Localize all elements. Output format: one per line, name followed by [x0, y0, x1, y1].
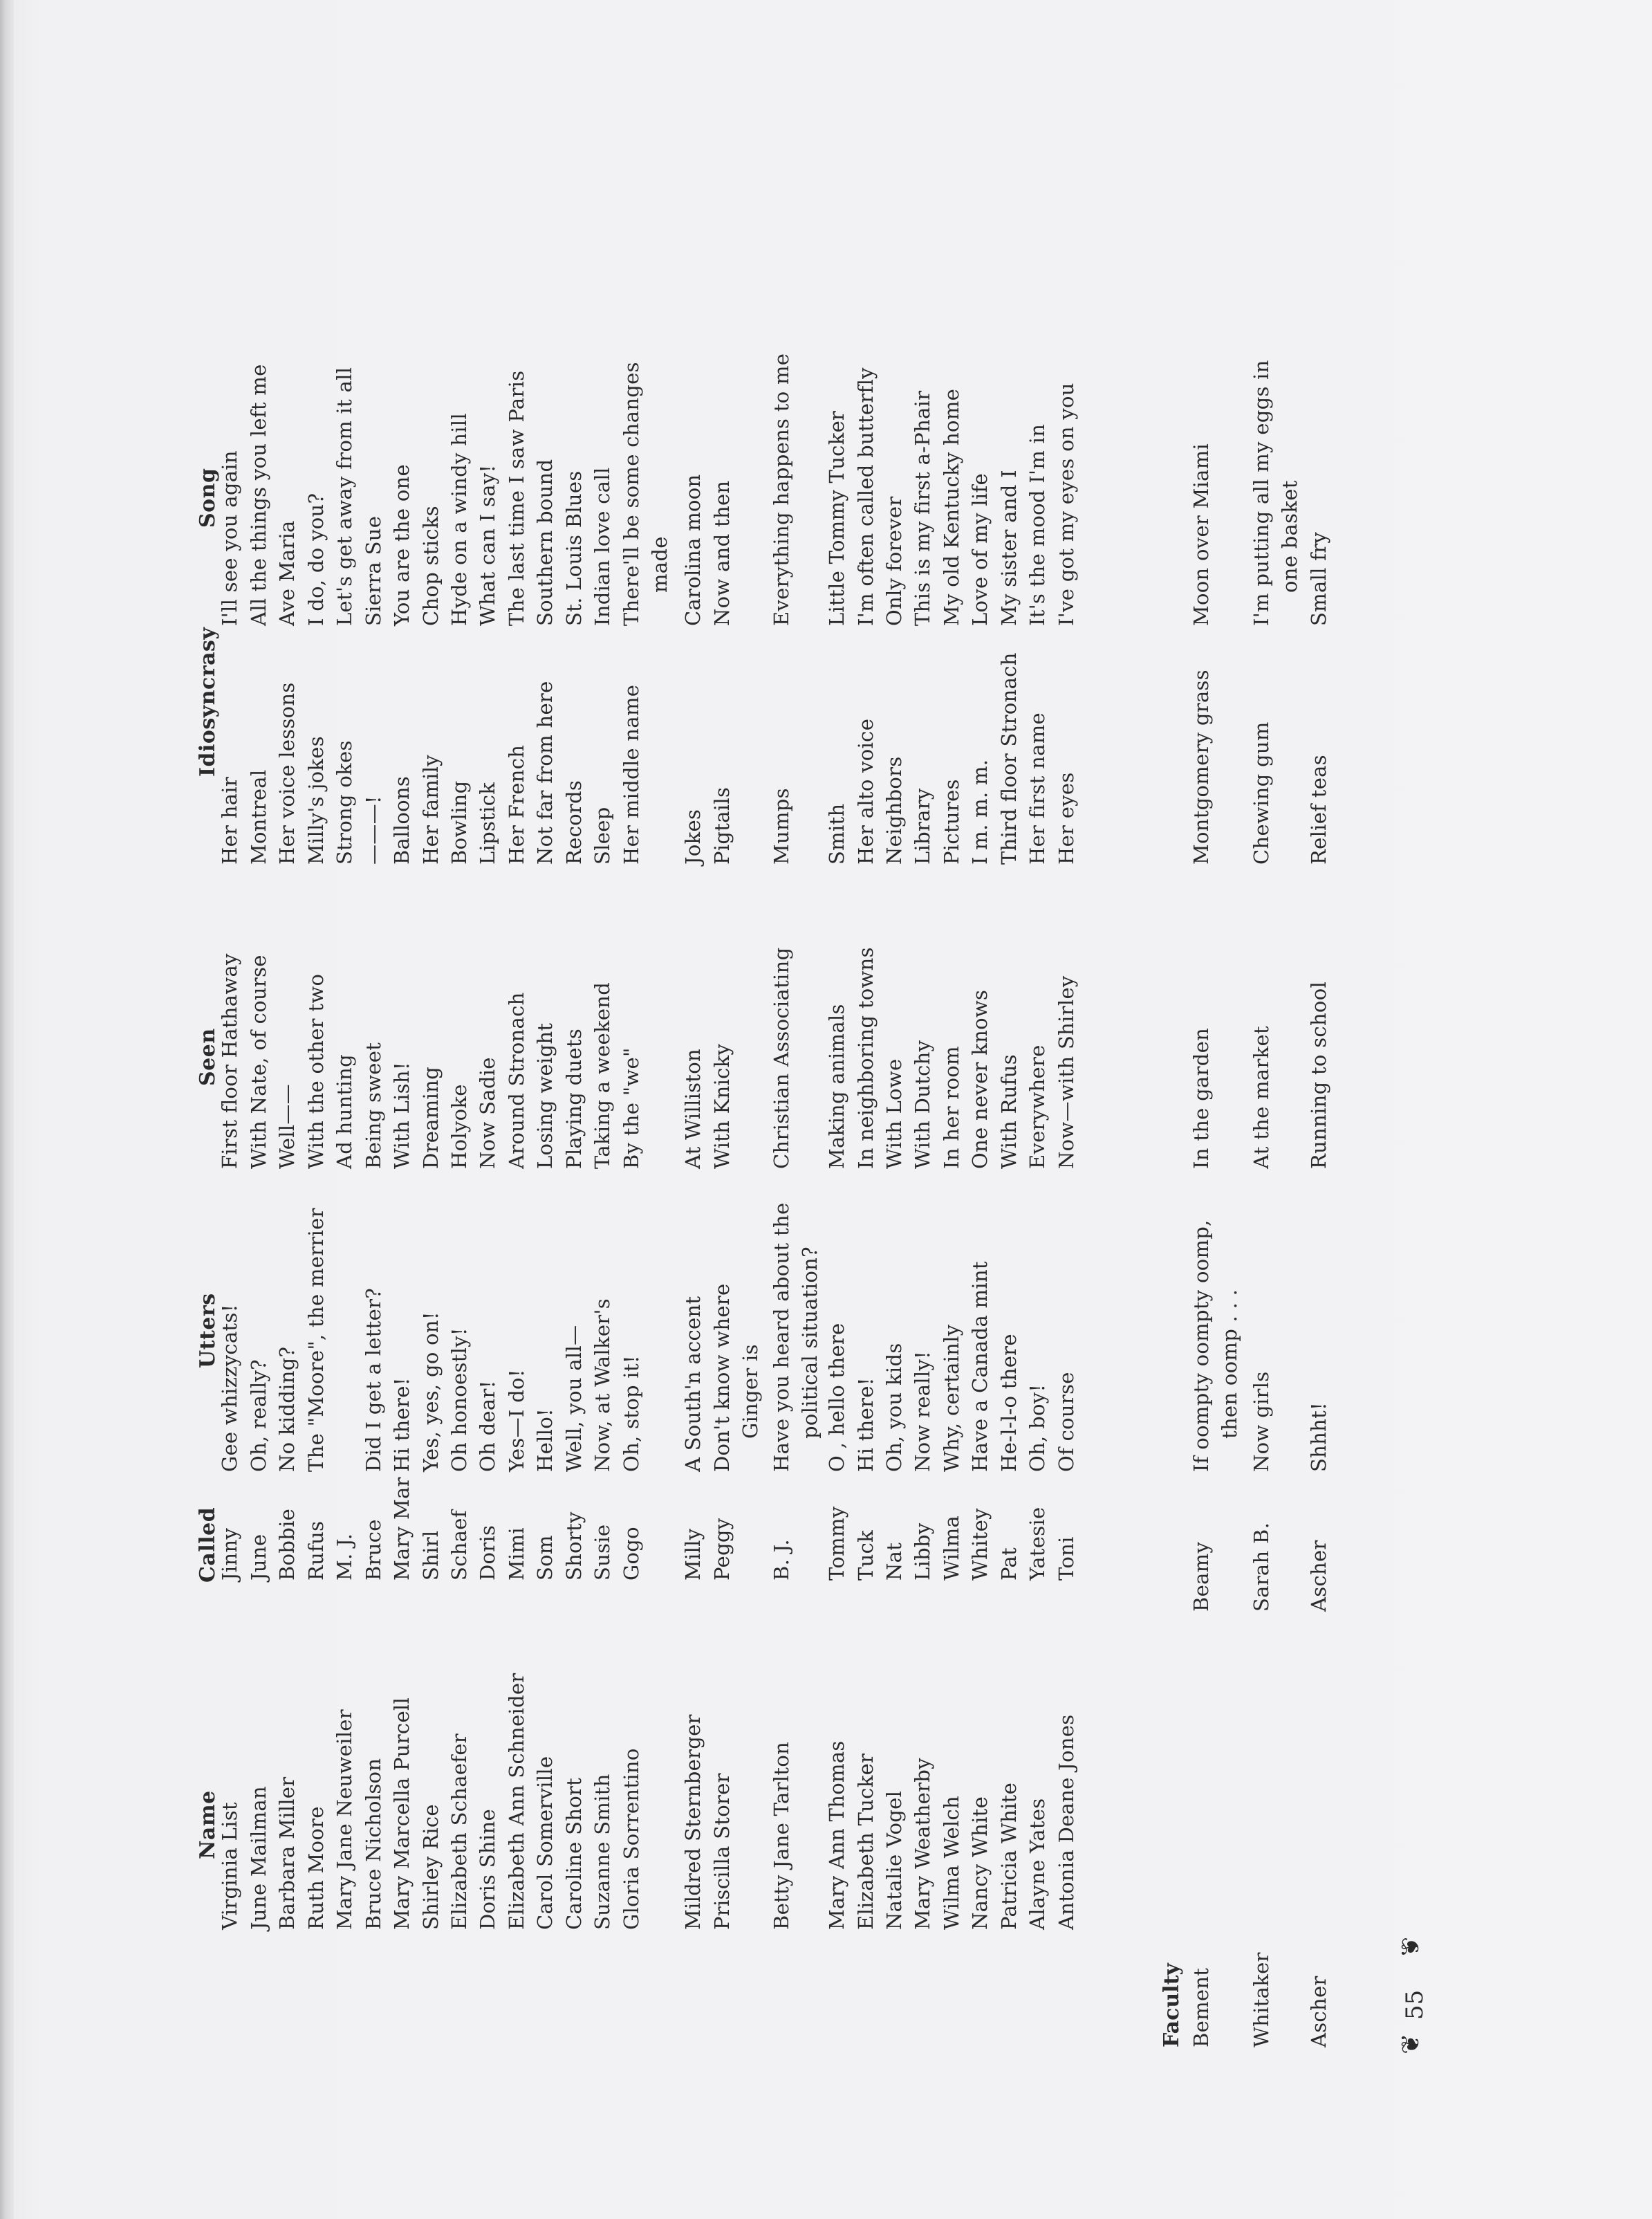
cell-idiosyncrasy: Her first name — [1025, 712, 1049, 865]
cell-idiosyncrasy: Strong okes — [333, 740, 356, 865]
cell-called: Wilma — [940, 1515, 963, 1581]
cell-name: Elizabeth Schaefer — [447, 1733, 471, 1930]
cell-song: Love of my life — [968, 473, 992, 626]
cell-song: I've got my eyes on you — [1055, 383, 1078, 626]
cell-idiosyncrasy: Neighbors — [882, 756, 906, 865]
cell-utters: Why, certainly — [940, 1324, 963, 1472]
faculty-name: Ascher — [1307, 1976, 1330, 2047]
cell-utters: Oh dear! — [476, 1380, 499, 1472]
faculty-seen: At the market — [1250, 1026, 1273, 1169]
cell-song: What can I say! — [476, 464, 499, 626]
cell-name: Carol Somerville — [533, 1756, 557, 1930]
cell-idiosyncrasy: Balloons — [390, 775, 414, 865]
cell-utters: Yes—I do! — [505, 1369, 528, 1472]
cell-song: This is my first a-Phair — [911, 390, 934, 626]
cell-song: I'm often called butterfly — [854, 367, 878, 626]
cell-called: Mary Mar — [390, 1477, 414, 1581]
cell-utters: Don't know where — [710, 1283, 734, 1472]
cell-seen: In her room — [940, 1046, 963, 1169]
cell-song-cont: made — [648, 536, 671, 593]
cell-idiosyncrasy: Her middle name — [620, 684, 643, 865]
cell-idiosyncrasy: Her voice lessons — [275, 682, 299, 865]
cell-seen: Losing weight — [533, 1022, 557, 1169]
cell-name: June Mailman — [247, 1786, 270, 1930]
header-name: Name — [196, 1790, 220, 1859]
cell-song: My old Kentucky home — [940, 388, 963, 626]
cell-name: Shirley Rice — [419, 1804, 443, 1930]
cell-utters: Oh honoestly! — [447, 1327, 471, 1472]
cell-utters: He-l-l-o there — [997, 1334, 1021, 1472]
cell-called: Tommy — [825, 1506, 848, 1581]
faculty-seen: Running to school — [1307, 981, 1330, 1169]
cell-utters: Hello! — [533, 1408, 557, 1472]
faculty-song: Moon over Miami — [1189, 443, 1213, 626]
faculty-idiosyncrasy: Relief teas — [1307, 755, 1330, 865]
cell-song: St. Louis Blues — [562, 470, 586, 626]
cell-seen: Well—— — [275, 1084, 299, 1169]
cell-called: Mimi — [505, 1527, 528, 1581]
cell-utters: Of course — [1055, 1372, 1078, 1472]
cell-name: Patricia White — [997, 1782, 1021, 1930]
cell-called: Peggy — [710, 1518, 734, 1581]
cell-called: B. J. — [770, 1539, 793, 1581]
cell-name: Doris Shine — [476, 1809, 499, 1930]
cell-idiosyncrasy: Pigtails — [710, 786, 734, 865]
cell-song: The last time I saw Paris — [505, 370, 528, 626]
cell-called: Shorty — [562, 1511, 586, 1581]
cell-utters: Yes, yes, go on! — [419, 1311, 443, 1472]
cell-song: Hyde on a windy hill — [447, 413, 471, 626]
cell-idiosyncrasy: ———! — [362, 795, 385, 865]
cell-seen: Taking a weekend — [591, 982, 614, 1169]
ornament-right-icon: ❦ — [1397, 1936, 1425, 1958]
faculty-utters: Now girls — [1250, 1371, 1273, 1472]
cell-seen: By the "we" — [620, 1047, 643, 1169]
cell-seen: Now—with Shirley — [1055, 975, 1078, 1169]
cell-song: Chop sticks — [419, 506, 443, 626]
faculty-utters: Shhht! — [1307, 1401, 1330, 1472]
faculty-name: Bement — [1189, 1967, 1213, 2047]
cell-name: Antonia Deane Jones — [1055, 1714, 1078, 1930]
faculty-song-cont: one basket — [1278, 480, 1301, 593]
cell-utters-cont: political situation? — [798, 1246, 822, 1439]
cell-name: Nancy White — [968, 1796, 992, 1930]
cell-called: Tuck — [854, 1529, 878, 1581]
cell-utters: Hi there! — [390, 1377, 414, 1472]
cell-name: Betty Jane Tarlton — [770, 1741, 793, 1930]
cell-utters: No kidding? — [275, 1346, 299, 1472]
cell-idiosyncrasy: Her French — [505, 744, 528, 865]
cell-called: Pat — [997, 1547, 1021, 1581]
cell-idiosyncrasy: Lipstick — [476, 782, 499, 865]
cell-name: Priscilla Storer — [710, 1773, 734, 1930]
cell-utters: The "Moore", the merrier — [304, 1208, 328, 1472]
cell-idiosyncrasy: Her family — [419, 755, 443, 865]
cell-idiosyncrasy: Mumps — [770, 788, 793, 865]
cell-name: Bruce Nicholson — [362, 1758, 385, 1930]
cell-seen: With Lowe — [882, 1058, 906, 1169]
cell-called: June — [247, 1534, 270, 1581]
faculty-label: Faculty — [1160, 1963, 1184, 2047]
cell-name: Mary Marcella Purcell — [390, 1697, 414, 1930]
cell-seen: First floor Hathaway — [218, 953, 241, 1169]
cell-song: Carolina moon — [681, 474, 705, 626]
faculty-idiosyncrasy: Montgomery grass — [1189, 670, 1213, 865]
header-utters: Utters — [196, 1293, 220, 1368]
cell-utters-cont: Ginger is — [739, 1344, 762, 1439]
cell-idiosyncrasy: Jokes — [681, 809, 705, 865]
cell-seen: Everywhere — [1025, 1044, 1049, 1169]
cell-utters: Did I get a letter? — [362, 1287, 385, 1472]
cell-idiosyncrasy: Pictures — [940, 779, 963, 865]
cell-idiosyncrasy: Montreal — [247, 769, 270, 865]
cell-name: Suzanne Smith — [591, 1774, 614, 1930]
cell-idiosyncrasy: Smith — [825, 803, 848, 865]
cell-called: Libby — [911, 1522, 934, 1581]
cell-song: Now and then — [710, 480, 734, 626]
faculty-called: Ascher — [1307, 1540, 1330, 1612]
cell-seen: Around Stronach — [505, 992, 528, 1169]
cell-called: Doris — [476, 1525, 499, 1581]
header-seen: Seen — [196, 1028, 220, 1086]
cell-seen: Playing duets — [562, 1028, 586, 1169]
cell-utters: Oh, boy! — [1025, 1383, 1049, 1472]
cell-called: Bruce — [362, 1519, 385, 1581]
cell-song: Sierra Sue — [362, 515, 385, 626]
header-called: Called — [196, 1507, 220, 1583]
cell-name: Caroline Short — [562, 1777, 586, 1930]
cell-called: M. J. — [333, 1533, 356, 1581]
cell-utters: A South'n accent — [681, 1296, 705, 1472]
cell-name: Virginia List — [218, 1802, 241, 1930]
cell-utters: Hi there! — [854, 1377, 878, 1472]
cell-called: Milly — [681, 1528, 705, 1581]
cell-song: Ave Maria — [275, 520, 299, 626]
cell-called: Gogo — [620, 1527, 643, 1581]
cell-called: Jinny — [218, 1527, 241, 1581]
cell-utters: Oh, you kids — [882, 1343, 906, 1472]
cell-name: Mildred Sternberger — [681, 1714, 705, 1930]
cell-seen: At Williston — [681, 1049, 705, 1169]
cell-called: Rufus — [304, 1520, 328, 1581]
faculty-utters: If oompty oompty oomp, — [1189, 1219, 1213, 1472]
header-idiosyncrasy: Idiosyncrasy — [196, 627, 220, 777]
cell-song: Indian love call — [591, 467, 614, 626]
cell-seen: With Knicky — [710, 1043, 734, 1169]
cell-idiosyncrasy: Library — [911, 788, 934, 865]
faculty-idiosyncrasy: Chewing gum — [1250, 721, 1273, 865]
cell-utters: Oh, stop it! — [620, 1355, 643, 1472]
cell-name: Wilma Welch — [940, 1796, 963, 1930]
cell-called: Bobbie — [275, 1508, 299, 1581]
cell-called: Schaef — [447, 1510, 471, 1581]
page-number: 55 — [1401, 1989, 1429, 2020]
cell-seen: Holyoke — [447, 1084, 471, 1169]
cell-called: Yatesie — [1025, 1507, 1049, 1581]
cell-idiosyncrasy: Her alto voice — [854, 718, 878, 865]
cell-song: There'll be some changes — [620, 362, 643, 626]
cell-idiosyncrasy: Records — [562, 780, 586, 865]
cell-song: My sister and I — [997, 470, 1021, 626]
cell-name: Mary Weatherby — [911, 1758, 934, 1930]
cell-utters: Now really! — [911, 1350, 934, 1472]
cell-utters: Now, at Walker's — [591, 1298, 614, 1472]
cell-seen: With Nate, of course — [247, 955, 270, 1169]
cell-utters: Gee whizzycats! — [218, 1304, 241, 1472]
ornament-left-icon: ❦ — [1397, 2033, 1425, 2054]
cell-idiosyncrasy: Bowling — [447, 780, 471, 865]
cell-called: Shirl — [419, 1530, 443, 1581]
cell-idiosyncrasy: Not far from here — [533, 681, 557, 865]
cell-seen: Making animals — [825, 1004, 848, 1169]
cell-utters: Oh, really? — [247, 1359, 270, 1472]
cell-name: Alayne Yates — [1025, 1798, 1049, 1930]
cell-name: Ruth Moore — [304, 1806, 328, 1930]
cell-seen: With Rufus — [997, 1054, 1021, 1169]
cell-name: Mary Jane Neuweiler — [333, 1709, 356, 1930]
cell-name: Elizabeth Tucker — [854, 1753, 878, 1930]
cell-song: I do, do you? — [304, 492, 328, 626]
cell-utters: Well, you all— — [562, 1325, 586, 1472]
cell-name: Gloria Sorrentino — [620, 1748, 643, 1930]
cell-name: Natalie Vogel — [882, 1790, 906, 1930]
cell-song: It's the mood I'm in — [1025, 423, 1049, 626]
cell-idiosyncrasy: Her eyes — [1055, 772, 1078, 865]
cell-idiosyncrasy: Milly's jokes — [304, 736, 328, 865]
cell-seen: Dreaming — [419, 1067, 443, 1169]
cell-called: Whitey — [968, 1508, 992, 1581]
cell-idiosyncrasy: Third floor Stronach — [997, 652, 1021, 865]
cell-name: Elizabeth Ann Schneider — [505, 1673, 528, 1930]
cell-song: You are the one — [390, 463, 414, 626]
cell-seen: In neighboring towns — [854, 947, 878, 1169]
faculty-called: Beamy — [1189, 1541, 1213, 1612]
cell-seen: Being sweet — [362, 1042, 385, 1169]
cell-called: Susie — [591, 1524, 614, 1581]
cell-utters: Have you heard about the — [770, 1202, 793, 1472]
header-song: Song — [196, 468, 220, 528]
cell-called: Som — [533, 1535, 557, 1581]
faculty-utters-cont: then oomp . . . — [1218, 1289, 1241, 1439]
cell-utters: O , hello there — [825, 1323, 848, 1472]
cell-idiosyncrasy: I m. m. m. — [968, 759, 992, 865]
faculty-seen: In the garden — [1189, 1027, 1213, 1169]
cell-seen: Now Sadie — [476, 1057, 499, 1169]
faculty-song: I'm putting all my eggs in — [1250, 360, 1273, 626]
cell-name: Barbara Miller — [275, 1776, 299, 1930]
cell-song: Little Tommy Tucker — [825, 410, 848, 626]
cell-song: I'll see you again — [218, 450, 241, 626]
faculty-name: Whitaker — [1250, 1952, 1273, 2047]
cell-seen: One never knows — [968, 989, 992, 1169]
cell-song: Everything happens to me — [770, 353, 793, 626]
cell-seen: With Dutchy — [911, 1040, 934, 1169]
cell-utters: Have a Canada mint — [968, 1261, 992, 1472]
cell-seen: Christian Associating — [770, 947, 793, 1169]
cell-song: All the things you left me — [247, 364, 270, 626]
faculty-called: Sarah B. — [1250, 1522, 1273, 1612]
cell-song: Only forever — [882, 496, 906, 626]
cell-idiosyncrasy: Sleep — [591, 807, 614, 865]
cell-seen: With the other two — [304, 973, 328, 1169]
cell-name: Mary Ann Thomas — [825, 1740, 848, 1930]
faculty-song: Small fry — [1307, 531, 1330, 626]
cell-called: Toni — [1055, 1536, 1078, 1581]
cell-song: Southern bound — [533, 459, 557, 626]
cell-seen: Ad hunting — [333, 1054, 356, 1169]
cell-idiosyncrasy: Her hair — [218, 776, 241, 865]
cell-called: Nat — [882, 1542, 906, 1581]
cell-song: Let's get away from it all — [333, 367, 356, 626]
cell-seen: With Lish! — [390, 1062, 414, 1169]
